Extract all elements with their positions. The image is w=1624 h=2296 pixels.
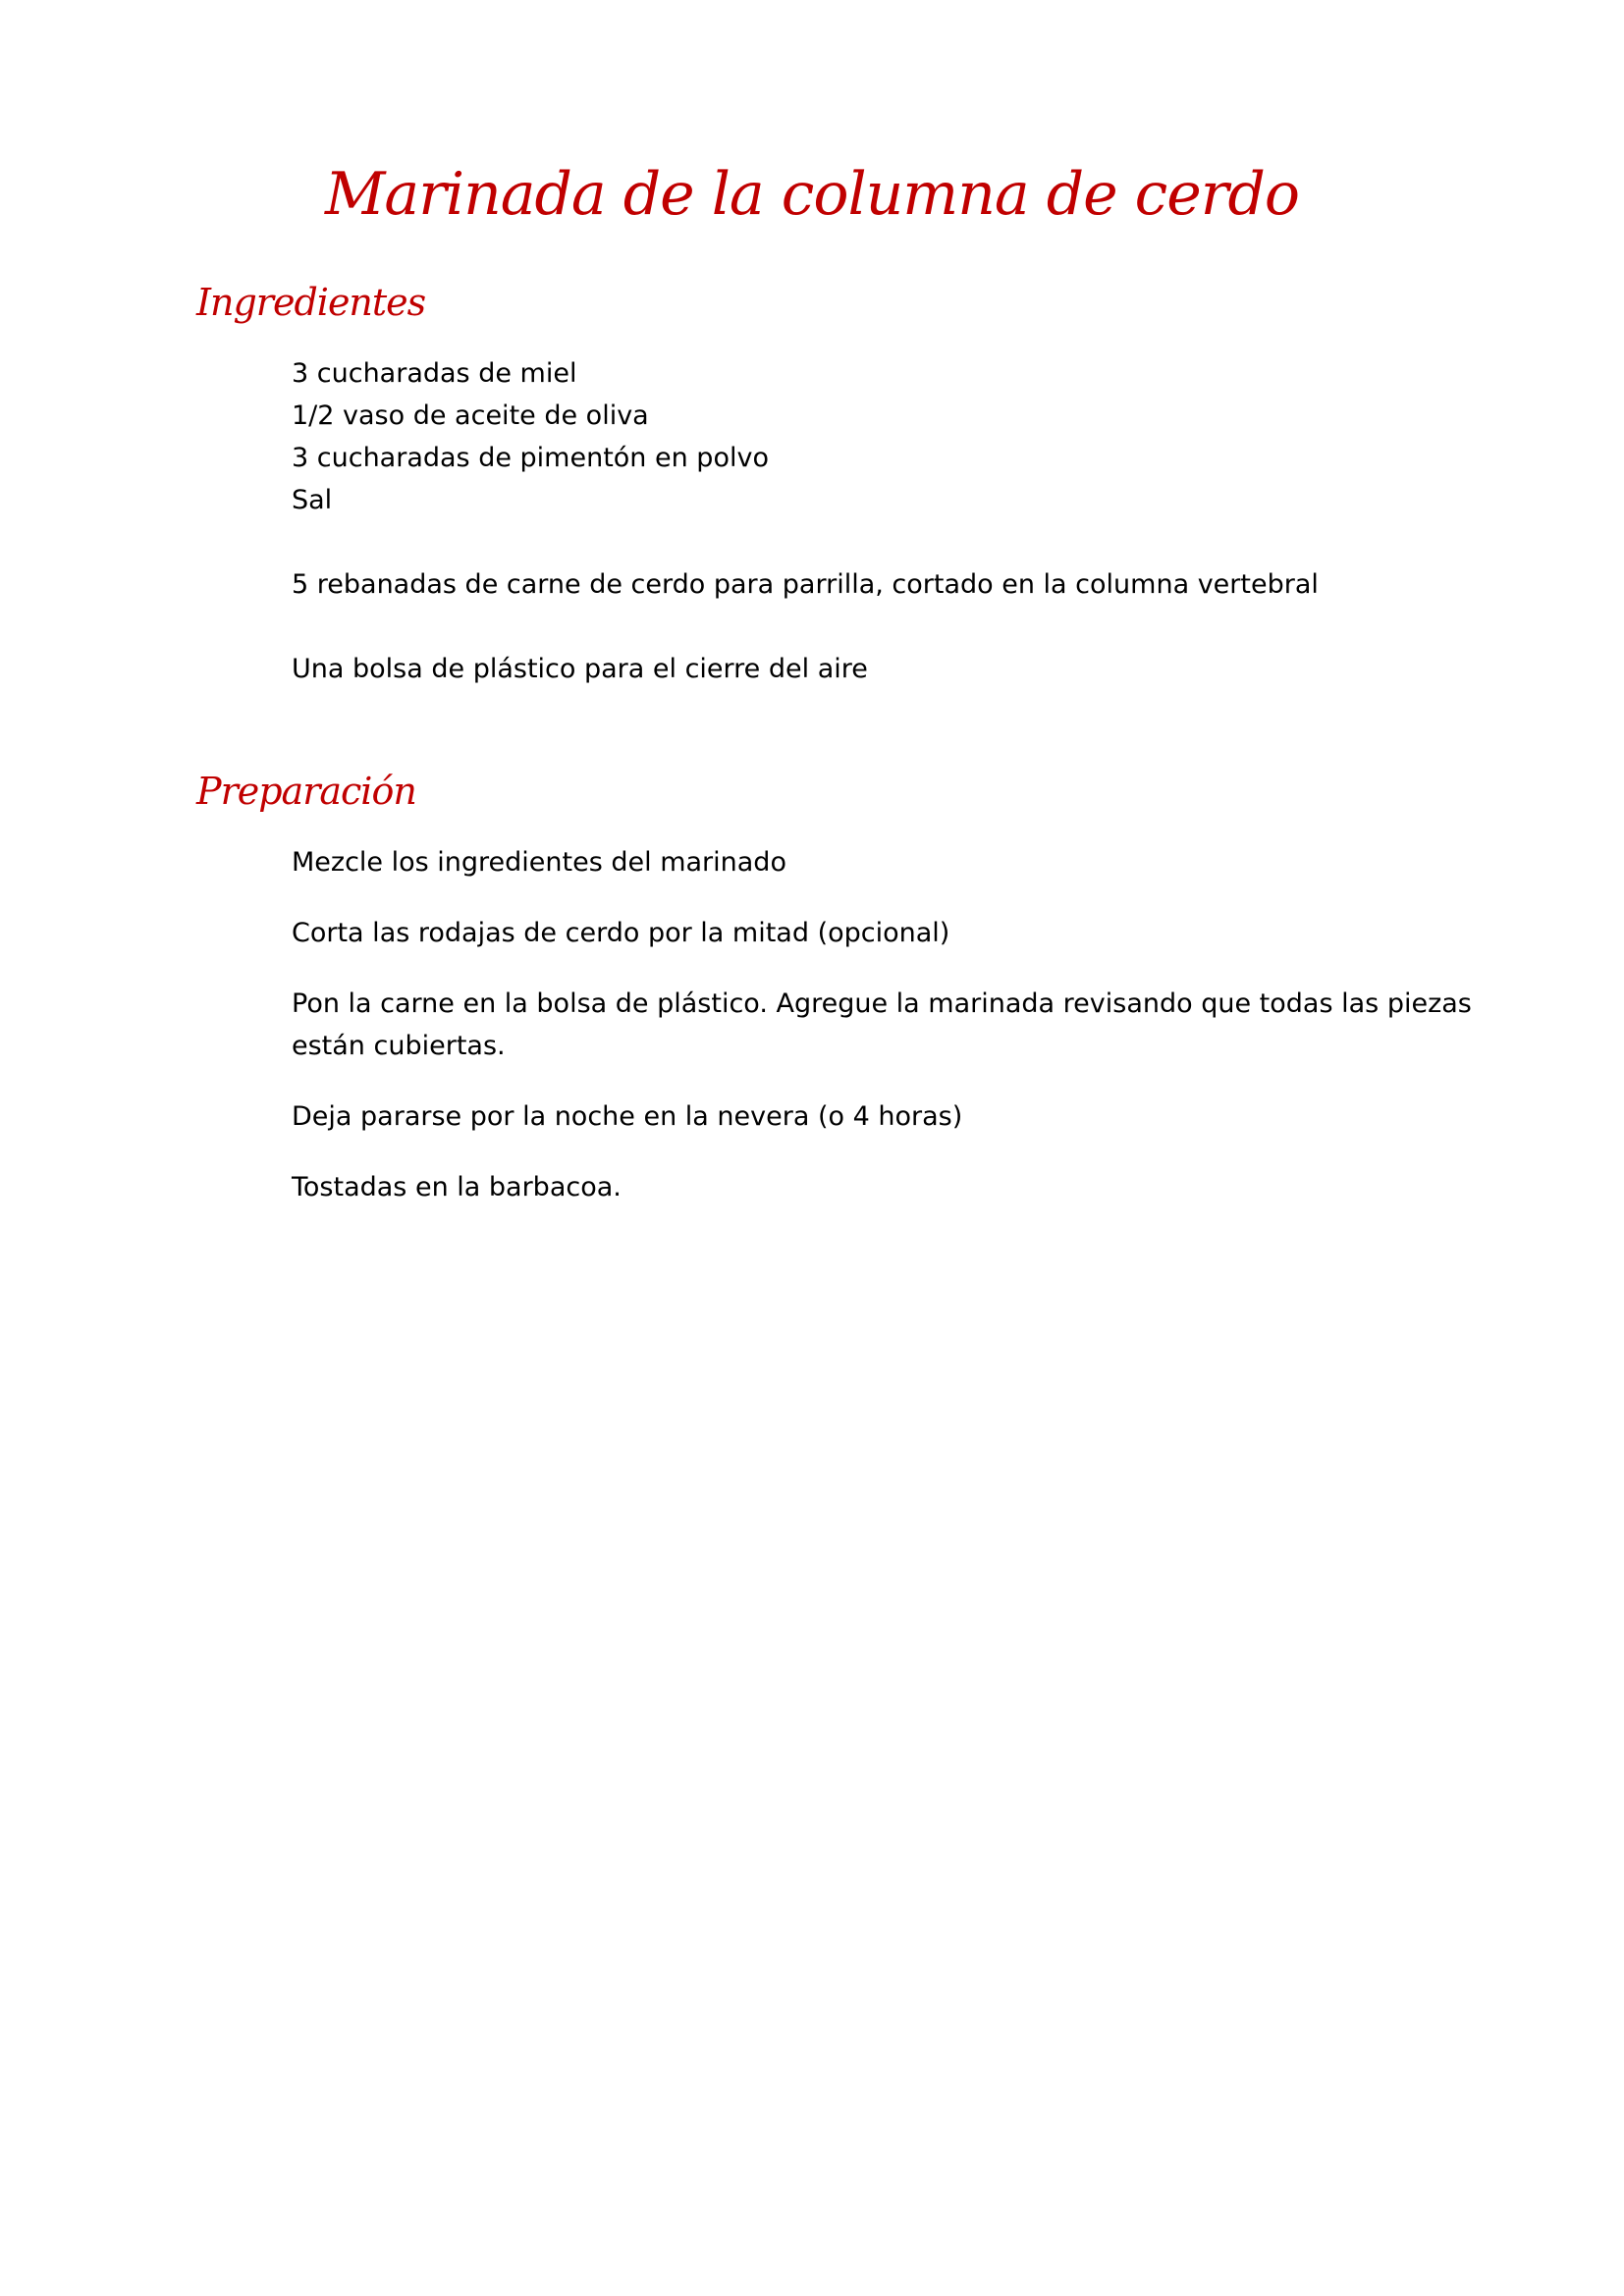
ingredient-item: 3 cucharadas de miel (292, 358, 577, 389)
preparation-step-continuation: están cubiertas. (292, 1031, 506, 1061)
ingredient-bag: Una bolsa de plástico para el cierre del aire (292, 654, 868, 684)
ingredient-item: 3 cucharadas de pimentón en polvo (292, 443, 769, 473)
preparation-step: Corta las rodajas de cerdo por la mitad (opcional) (292, 918, 950, 948)
preparation-step: Pon la carne en la bolsa de plástico. Agregue la marinada revisando que todas las piezas (292, 988, 1472, 1019)
preparation-step: Tostadas en la barbacoa. (292, 1172, 622, 1202)
ingredient-meat: 5 rebanadas de carne de cerdo para parrilla, cortado en la columna vertebral (292, 569, 1319, 600)
ingredients-heading: Ingredientes (196, 281, 426, 324)
document-title: Marinada de la columna de cerdo (324, 160, 1300, 229)
preparation-step: Deja pararse por la noche en la nevera (o 4 horas) (292, 1101, 963, 1132)
preparation-heading: Preparación (196, 770, 416, 813)
ingredient-item: Sal (292, 485, 333, 515)
ingredient-item: 1/2 vaso de aceite de oliva (292, 400, 649, 431)
preparation-step: Mezcle los ingredientes del marinado (292, 847, 786, 878)
